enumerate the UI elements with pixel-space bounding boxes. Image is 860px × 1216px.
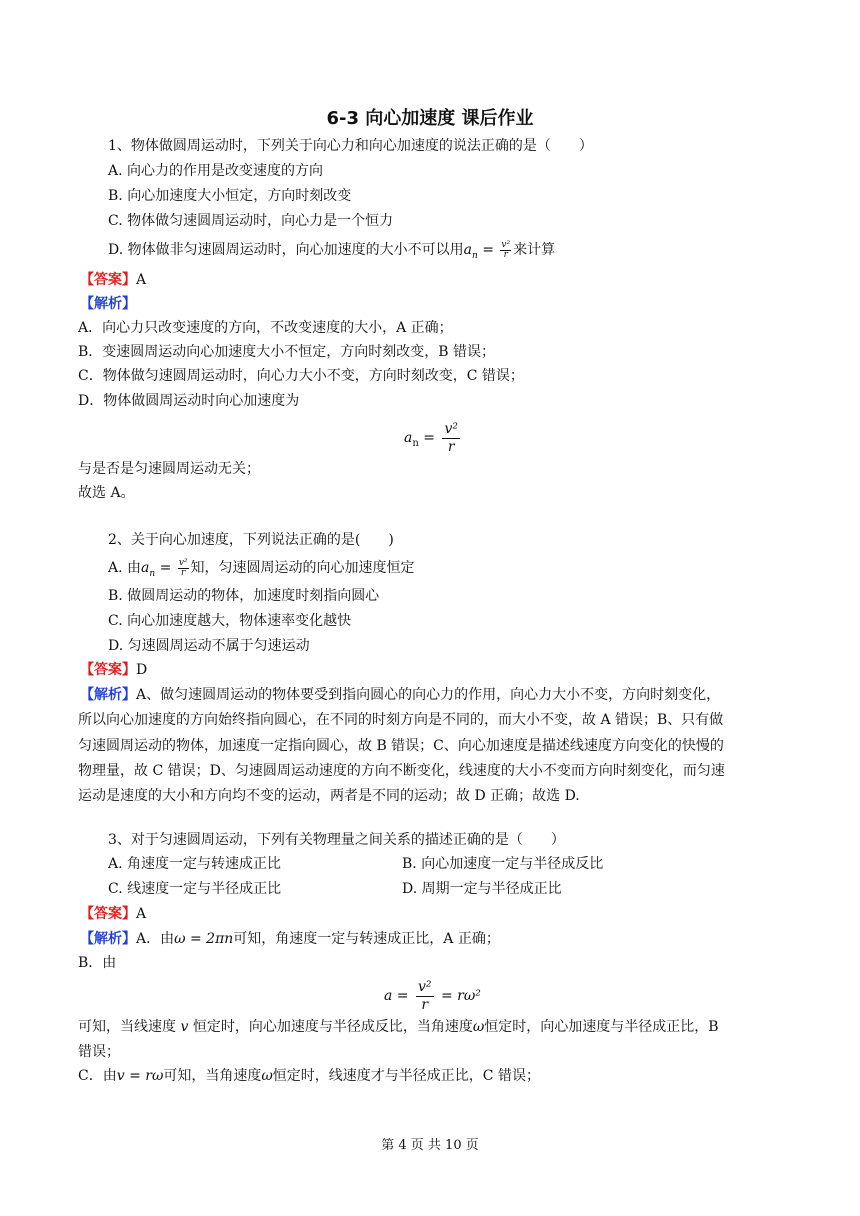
q1-option-d-pre: D. 物体做非匀速圆周运动时，向心加速度的大小不可以用 — [108, 242, 464, 258]
q3-stem: 3、对于匀速圆周运动，下列有关物理量之间关系的描述正确的是（ ） — [108, 832, 565, 848]
q3-analysis-line-5: C．由v = rω可知，当角速度ω恒定时，线速度才与半径成正比，C 错误； — [78, 1068, 540, 1084]
q1-analysis-b: B．变速圆周运动向心加速度大小不恒定，方向时刻改变，B 错误； — [78, 344, 496, 360]
q1-analysis-label — [80, 294, 136, 314]
answer-label: 【答案】 — [80, 272, 136, 288]
formula-fraction: $\frac{\text{v²}}{r}$ — [501, 239, 511, 260]
q1-analysis-c: C．物体做匀速圆周运动时，向心力大小不变，方向时刻改变，C 错误； — [78, 368, 524, 384]
q2-option-b: B. 做圆周运动的物体，加速度时刻指向圆心 — [108, 588, 380, 604]
q2-analysis-line-1: 【解析】A、做匀速圆周运动的物体要受到指向圆心的向心力的作用，向心力大小不变，方向时刻变化， — [80, 687, 721, 703]
q3-analysis-line-3: 可知，当线速度 v 恒定时，向心加速度与半径成反比，当角速度ω恒定时，向心加速度与半径成正比，B — [78, 1019, 719, 1035]
q3-display-formula: a = $\frac{\text{v²}}{r}$ = rω² — [384, 978, 481, 1013]
q1-display-formula: $a_n$ = $\frac{\text{v²}}{r}$ — [404, 420, 458, 455]
q2-stem: 2、关于向心加速度，下列说法正确的是( ) — [108, 532, 394, 548]
q2-option-d: D. 匀速圆周运动不属于匀速运动 — [108, 638, 310, 654]
formula-an: $a_n$ = — [463, 242, 499, 261]
q3-option-c: C. 线速度一定与半径成正比 — [108, 881, 282, 897]
q2-analysis-line-4: 物理量，故 C 错误；D、匀速圆周运动速度的方向不断变化，线速度的大小不变而方向时刻变化，而匀速 — [78, 763, 725, 779]
q2-option-c: C. 向心加速度越大，物体速率变化越快 — [108, 613, 352, 629]
q2-analysis-line-2: 所以向心加速度的方向始终指向圆心，在不同的时刻方向是不同的，而大小不变，故 A 错误；B、只有做 — [78, 712, 724, 728]
page-footer: 第 4 页 共 10 页 — [381, 1138, 479, 1153]
q1-stem: 1、物体做圆周运动时，下列关于向心力和向心加速度的说法正确的是（ ） — [108, 138, 593, 154]
q1-analysis-d: D．物体做圆周运动时向心加速度为 — [78, 393, 300, 409]
q3-option-a: A. 角速度一定与转速成正比 — [108, 856, 282, 872]
q1-analysis-a: A．向心力只改变速度的方向，不改变速度的大小，A 正确； — [78, 320, 453, 336]
q1-option-b: B. 向心加速度大小恒定，方向时刻改变 — [108, 188, 352, 204]
analysis-label: 【解析】 — [80, 296, 136, 312]
q2-analysis-line-3: 匀速圆周运动的物体，加速度一定指向圆心，故 B 错误；C、向心加速度是描述线速度方向变化的快慢的 — [78, 738, 724, 754]
q1-analysis-e: 与是否是匀速圆周运动无关； — [78, 461, 260, 477]
page-title: 6-3 向心加速度 课后作业 — [326, 108, 534, 129]
q2-answer: 【答案】D — [80, 662, 148, 678]
q3-analysis-line-4: 错误； — [78, 1044, 120, 1060]
q3-analysis-line-1: 【解析】A．由ω = 2πn可知，角速度一定与转速成正比，A 正确； — [80, 931, 500, 947]
q1-option-d — [108, 240, 555, 266]
q3-option-b: B. 向心加速度一定与半径成反比 — [402, 856, 604, 872]
q1-analysis-f: 故选 A。 — [78, 485, 135, 501]
q3-answer: 【答案】A — [80, 906, 147, 922]
q1-option-d-post: 来计算 — [513, 242, 556, 258]
q1-answer — [80, 270, 146, 290]
q2-option-a: A. 由$a_n$ = $\frac{\text{v²}}{r}$ 知，匀速圆周运动的向心加速度恒定 — [108, 557, 415, 579]
q1-answer-value: A — [136, 272, 147, 288]
q1-option-c: C. 物体做匀速圆周运动时，向心力是一个恒力 — [108, 213, 394, 229]
q3-option-d: D. 周期一定与半径成正比 — [402, 881, 562, 897]
q1-option-a: A. 向心力的作用是改变速度的方向 — [108, 163, 324, 179]
q3-analysis-line-2: B．由 — [78, 955, 117, 971]
q2-analysis-line-5: 运动是速度的大小和方向均不变的运动，两者是不同的运动；故 D 正确；故选 D. — [78, 788, 580, 804]
